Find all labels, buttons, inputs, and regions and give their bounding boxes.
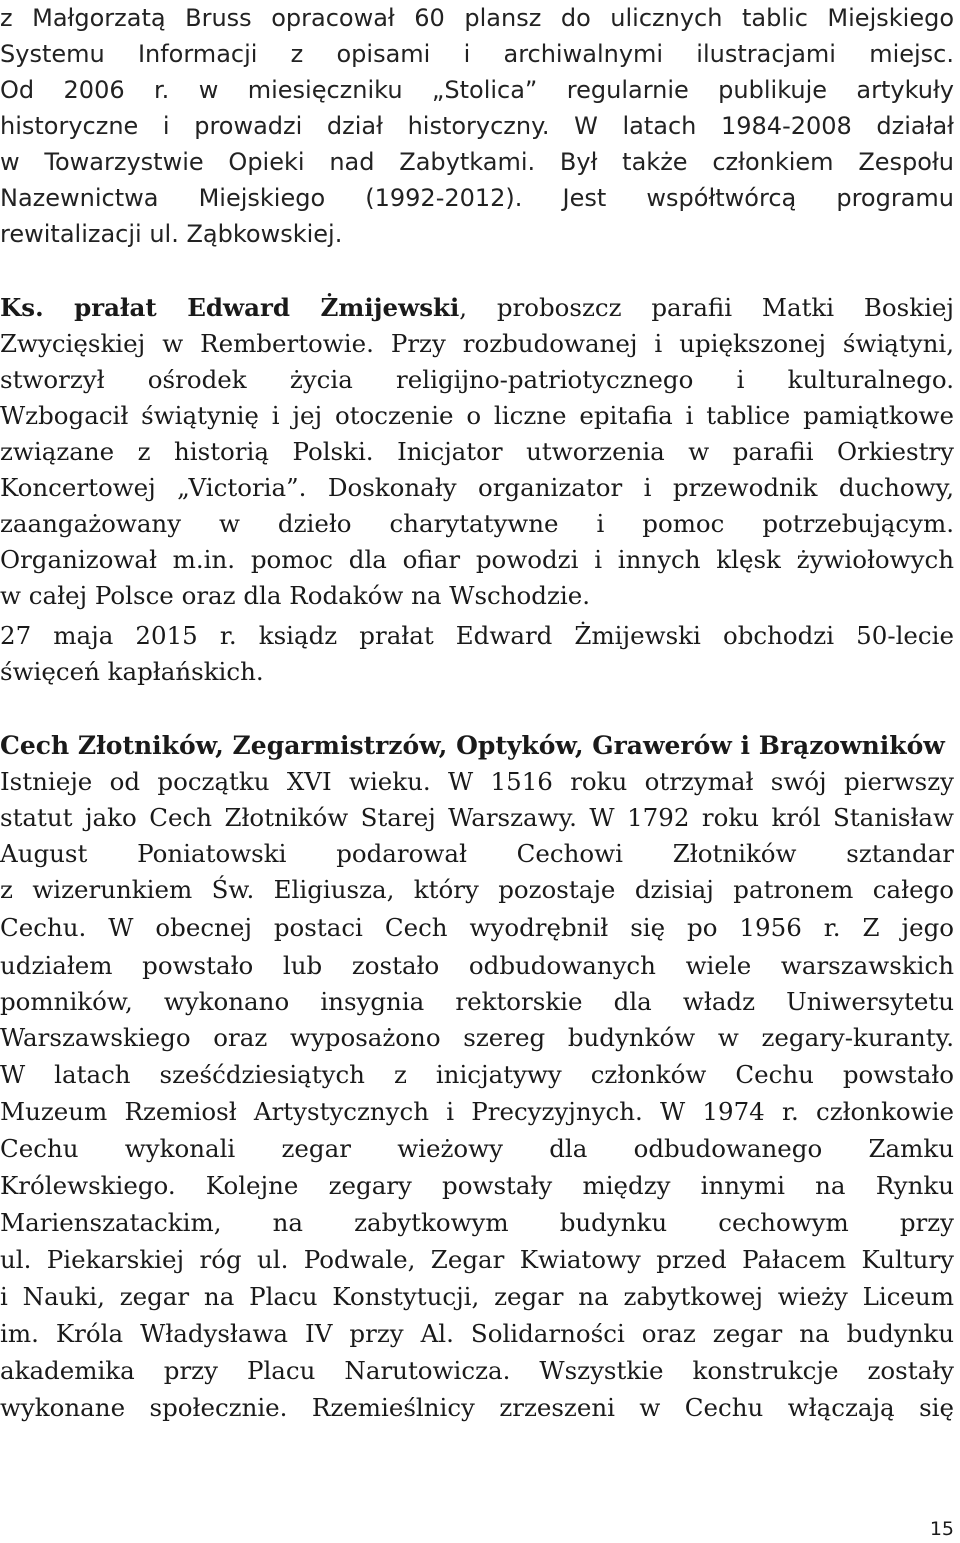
section-heading: Cech Złotników, Zegarmistrzów, Optyków, Grawerów i Brązowników: [0, 731, 945, 760]
text-line: Zwycięskiej w Rembertowie. Przy rozbudowanej i upiększonej świątyni,: [0, 329, 954, 358]
text-line: Królewskiego. Kolejne zegary powstały między innymi na Rynku: [0, 1171, 954, 1200]
text-line: Systemu Informacji z opisami i archiwalnymi ilustracjami miejsc.: [0, 40, 954, 68]
text-line: w całej Polsce oraz dla Rodaków na Wschodzie.: [0, 581, 590, 610]
text-line: statut jako Cech Złotników Starej Warszawy. W 1792 roku król Stanisław: [0, 803, 954, 832]
text-line: zaangażowany w dzieło charytatywne i pomoc potrzebującym.: [0, 509, 954, 538]
text-line: związane z historią Polski. Inicjator utworzenia w parafii Orkiestry: [0, 437, 954, 466]
text-line: stworzył ośrodek życia religijno-patriotycznego i kulturalnego.: [0, 365, 954, 394]
text-line: Nazewnictwa Miejskiego (1992-2012). Jest współtwórcą programu: [0, 184, 954, 212]
page-number: 15: [929, 1518, 954, 1540]
text-line: Wzbogacił świątynię i jej otoczenie o liczne epitafia i tablice pamiątkowe: [0, 401, 954, 430]
text-line: W latach sześćdziesiątych z inicjatywy członków Cechu powstało: [0, 1060, 954, 1089]
text-line: pomników, wykonano insygnia rektorskie dla władz Uniwersytetu: [0, 987, 954, 1016]
text-line: im. Króla Władysława IV przy Al. Solidarności oraz zegar na budynku: [0, 1319, 954, 1348]
text-line: Marienszatackim, na zabytkowym budynku cechowym przy: [0, 1208, 954, 1237]
text-line: August Poniatowski podarował Cechowi Złotników sztandar: [0, 839, 954, 868]
text-line: wykonane społecznie. Rzemieślnicy zrzeszeni w Cechu włączają się: [0, 1393, 954, 1422]
text-line: Koncertowej „Victoria”. Doskonały organizator i przewodnik duchowy,: [0, 473, 954, 502]
text-line: Muzeum Rzemiosł Artystycznych i Precyzyjnych. W 1974 r. członkowie: [0, 1097, 954, 1126]
text-line: akademika przy Placu Narutowicza. Wszystkie konstrukcje zostały: [0, 1356, 954, 1385]
text-fragment: , proboszcz parafii Matki Boskiej: [459, 293, 955, 322]
text-line: historyczne i prowadzi dział historyczny. W latach 1984-2008 działał: [0, 112, 954, 140]
text-line: święceń kapłańskich.: [0, 657, 264, 686]
text-line: i Nauki, zegar na Placu Konstytucji, zegar na zabytkowej wieży Liceum: [0, 1282, 954, 1311]
text-line: udziałem powstało lub zostało odbudowanych wiele warszawskich: [0, 951, 954, 980]
text-line: [0, 290, 954, 326]
text-line: ul. Piekarskiej róg ul. Podwale, Zegar Kwiatowy przed Pałacem Kultury: [0, 1245, 954, 1274]
text-line: Istnieje od początku XVI wieku. W 1516 roku otrzymał swój pierwszy: [0, 767, 954, 796]
text-line: rewitalizacji ul. Ząbkowskiej.: [0, 220, 343, 248]
text-line: Od 2006 r. w miesięczniku „Stolica” regularnie publikuje artykuły: [0, 76, 954, 104]
text-line: Cechu. W obecnej postaci Cech wyodrębnił się po 1956 r. Z jego: [0, 913, 954, 942]
text-line: z wizerunkiem Św. Eligiusza, który pozostaje dzisiaj patronem całego: [0, 875, 954, 904]
text-line: w Towarzystwie Opieki nad Zabytkami. Był także członkiem Zespołu: [0, 148, 954, 176]
text-line: Cechu wykonali zegar wieżowy dla odbudowanego Zamku: [0, 1134, 954, 1163]
text-line: Warszawskiego oraz wyposażono szereg budynków w zegary-kuranty.: [0, 1023, 954, 1052]
text-line: 27 maja 2015 r. ksiądz prałat Edward Żmijewski obchodzi 50-lecie: [0, 621, 954, 650]
text-line: Organizował m.in. pomoc dla ofiar powodzi i innych klęsk żywiołowych: [0, 545, 954, 574]
text-line: z Małgorzatą Bruss opracował 60 plansz do ulicznych tablic Miejskiego: [0, 4, 954, 32]
person-name: Ks. prałat Edward Żmijewski: [0, 293, 460, 322]
